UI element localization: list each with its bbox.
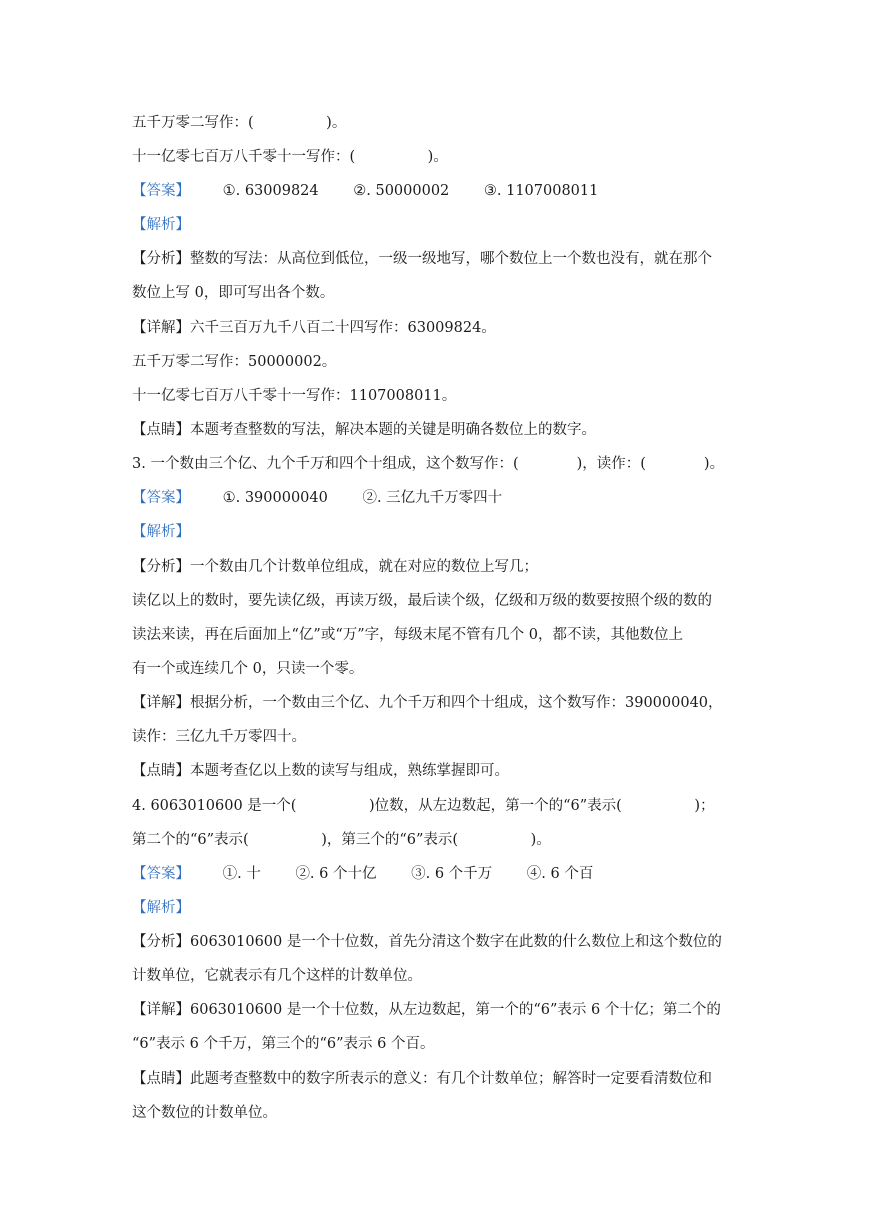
answer-row (132, 181, 742, 201)
detail-text: 【详解】根据分析，一个数由三个亿、九个千万和四个十组成，这个数写作：390000040， (132, 695, 723, 711)
question-4: 4. 6063010600 是一个( )位数，从左边数起，第一个的“6”表示( )； (132, 798, 715, 814)
analysis-text: 【分析】6063010600 是一个十位数，首先分清这个数字在此数的什么数位上和这个数位的 (132, 934, 722, 950)
analysis-text: 读亿以上的数时，要先读亿级，再读万级，最后读个级，亿级和万级的数要按照个级的数的 (132, 593, 712, 609)
detail-text: 五千万零二写作：50000002。 (132, 354, 337, 370)
analysis-text: 有一个或连续几个 0，只读一个零。 (132, 661, 364, 677)
answer-option: ③. 1107008011 (483, 183, 599, 199)
analysis-text: 数位上写 0，即可写出各个数。 (132, 285, 335, 301)
comment-text: 【点睛】本题考查整数的写法，解决本题的关键是明确各数位上的数字。 (132, 422, 596, 438)
detail-text: “6”表示 6 个千万，第三个的“6”表示 6 个百。 (132, 1036, 435, 1052)
question-3: 3. 一个数由三个亿、九个千万和四个十组成，这个数写作：( )，读作：( )。 (132, 456, 725, 472)
analysis-text: 【分析】整数的写法：从高位到低位，一级一级地写，哪个数位上一个数也没有，就在那个 (132, 251, 712, 267)
detail-text: 十一亿零七百万八千零十一写作：1107008011。 (132, 388, 457, 404)
detail-text: 读作：三亿九千万零四十。 (132, 729, 306, 745)
question-line: 十一亿零七百万八千零十一写作：( )。 (132, 149, 448, 165)
answer-tag: 【答案】 (132, 183, 190, 199)
answer-row (132, 488, 742, 508)
answer-option: ④. 6 个百 (526, 866, 594, 882)
answer-row (132, 864, 742, 884)
answer-option: ②. 6 个十亿 (295, 866, 377, 882)
analysis-tag: 【解析】 (132, 524, 190, 540)
analysis-text: 计数单位，它就表示有几个这样的计数单位。 (132, 968, 422, 984)
answer-option: ①. 63009824 (222, 183, 319, 199)
analysis-text: 读法来读，再在后面加上“亿”或“万”字，每级末尾不管有几个 0，都不读，其他数位上 (132, 627, 683, 643)
comment-text: 这个数位的计数单位。 (132, 1105, 277, 1121)
analysis-tag: 【解析】 (132, 217, 190, 233)
answer-option: ②. 50000002 (353, 183, 450, 199)
answer-tag: 【答案】 (132, 490, 190, 506)
answer-option: ②. 三亿九千万零四十 (362, 490, 503, 506)
answer-tag: 【答案】 (132, 866, 190, 882)
answer-option: ③. 6 个千万 (411, 866, 493, 882)
comment-text: 【点睛】本题考查亿以上数的读写与组成，熟练掌握即可。 (132, 763, 509, 779)
analysis-tag: 【解析】 (132, 900, 190, 916)
answer-option: ①. 390000040 (222, 490, 328, 506)
answer-option: ①. 十 (222, 866, 261, 882)
detail-text: 【详解】6063010600 是一个十位数，从左边数起，第一个的“6”表示 6 个十亿；第二个的 (132, 1002, 721, 1018)
analysis-text: 【分析】一个数由几个计数单位组成，就在对应的数位上写几； (132, 559, 538, 575)
question-line: 五千万零二写作：( )。 (132, 115, 347, 131)
question-4-cont: 第二个的“6”表示( )，第三个的“6”表示( )。 (132, 832, 551, 848)
comment-text: 【点睛】此题考查整数中的数字所表示的意义：有几个计数单位；解答时一定要看清数位和 (132, 1071, 712, 1087)
detail-text: 【详解】六千三百万九千八百二十四写作：63009824。 (132, 320, 496, 336)
